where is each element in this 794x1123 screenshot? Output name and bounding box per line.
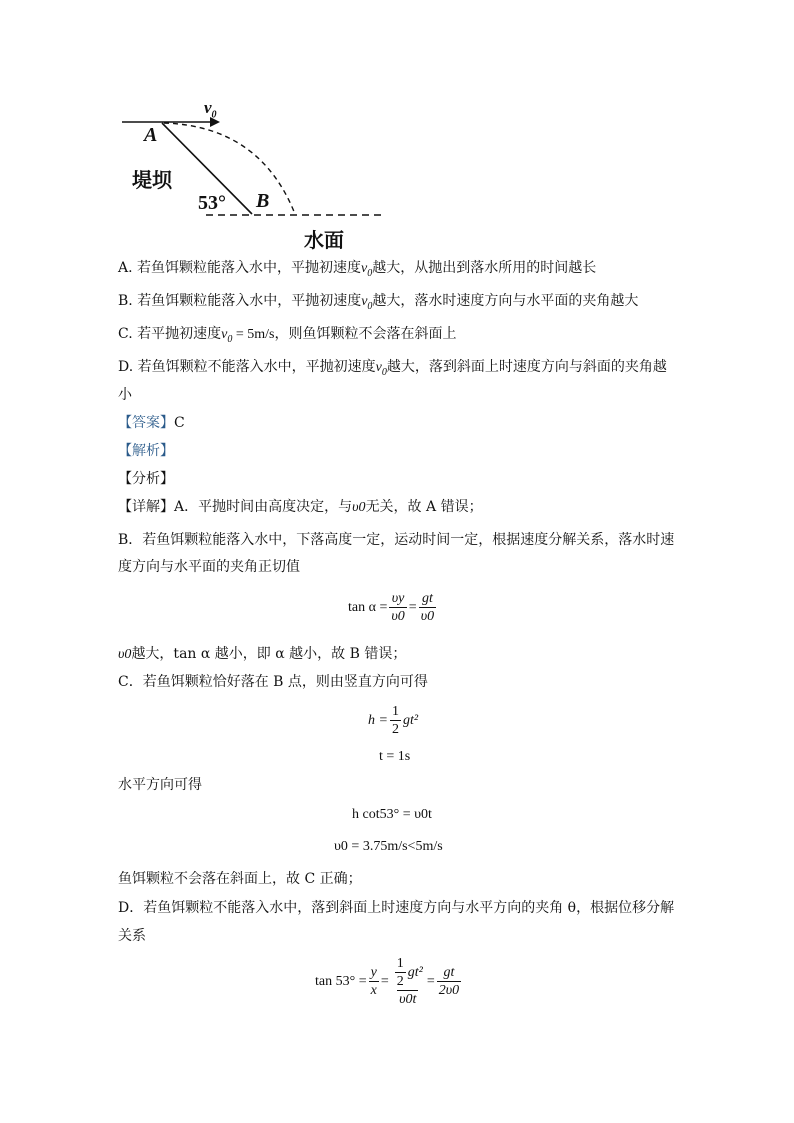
label-angle: 53° bbox=[198, 192, 226, 214]
projectile-diagram bbox=[110, 96, 410, 256]
fraction: $\frac{gt}{2\upsilon 0}$ bbox=[438, 965, 460, 998]
option-B: B. 若鱼饵颗粒能落入水中，平抛初速度$v_0$越大，落水时速度方向与水平面的夹角越大 bbox=[118, 293, 639, 312]
fraction: $\frac{y}{x}$ bbox=[370, 965, 377, 998]
detail-c-conclusion: 鱼饵颗粒不会落在斜面上，故 C 正确； bbox=[118, 871, 362, 887]
trajectory-dashed bbox=[164, 123, 295, 214]
label-water: 水面 bbox=[304, 228, 344, 252]
fraction: $\frac{1}{2}$ bbox=[396, 956, 404, 989]
detail-b-conclusion: υ0越大，tan α 越小，即 α 越小，故 B 错误； bbox=[118, 646, 407, 662]
detail-b-line1: B．若鱼饵颗粒能落入水中，下落高度一定，运动时间一定，根据速度分解关系，落水时速 bbox=[118, 532, 675, 548]
equation-tan-alpha: tan α = $\frac{\upsilon y}{\upsilon 0}$ = $\frac{gt}{\upsilon 0}$ bbox=[348, 591, 435, 624]
equation-tan53: tan 53° = $\frac{y}{x}$ = $\frac{1}{2}$ gt² υ0t = $\frac{gt}{2\upsilon 0}$ bbox=[315, 956, 460, 1007]
option-C: C. 若平抛初速度$v_0 = 5m/s$，则鱼饵颗粒不会落在斜面上 bbox=[118, 326, 457, 345]
detail-d-line1: D．若鱼饵颗粒不能落入水中，落到斜面上时速度方向与水平方向的夹角 θ，根据位移分解 bbox=[118, 900, 675, 916]
symbol-v0: $v_0$ bbox=[361, 261, 373, 279]
symbol-v0: $v_0$ bbox=[361, 294, 373, 312]
answer-line: 【答案】C bbox=[118, 415, 185, 431]
symbol-v0: $v_0$ bbox=[221, 327, 233, 345]
symbol-v0: $v_0$ bbox=[375, 360, 387, 378]
label-B: B bbox=[256, 190, 270, 212]
label-dam: 堤坝 bbox=[132, 168, 172, 192]
fraction: $\frac{gt}{\upsilon 0}$ bbox=[420, 591, 435, 624]
equation-hcot: h cot53° = υ0t bbox=[352, 807, 432, 822]
option-A: A. 若鱼饵颗粒能落入水中，平抛初速度$v_0$越大，从抛出到落水所用的时间越长 bbox=[118, 260, 597, 279]
option-D: D. 若鱼饵颗粒不能落入水中，平抛初速度$v_0$越大，落到斜面上时速度方向与斜面的夹角越 bbox=[118, 359, 667, 378]
label-A: A bbox=[144, 124, 158, 146]
equation-t: t = 1s bbox=[379, 749, 411, 764]
option-D-cont: 小 bbox=[118, 387, 132, 403]
fraction: $\frac{1}{2}$ gt² υ0t bbox=[396, 956, 423, 1007]
analysis-label: 【解析】 bbox=[118, 443, 174, 459]
detail-d-line2: 关系 bbox=[118, 928, 146, 944]
fenxi-label: 【分析】 bbox=[118, 471, 174, 487]
fraction: $\frac{\upsilon y}{\upsilon 0}$ bbox=[391, 591, 405, 624]
fraction: $\frac{1}{2}$ bbox=[391, 704, 399, 737]
equation-v0-value: υ0 = 3.75m/s<5m/s bbox=[334, 839, 443, 854]
detail-c-line2: 水平方向可得 bbox=[118, 777, 202, 793]
label-v0: $v_0$ bbox=[204, 98, 217, 121]
detail-c-line1: C．若鱼饵颗粒恰好落在 B 点，则由竖直方向可得 bbox=[118, 674, 428, 690]
detail-a: 【详解】A．平抛时间由高度决定，与υ0无关，故 A 错误； bbox=[118, 499, 483, 515]
detail-b-line2: 度方向与水平面的夹角正切值 bbox=[118, 559, 300, 575]
equation-h: h = $\frac{1}{2}$ gt² bbox=[368, 704, 419, 737]
